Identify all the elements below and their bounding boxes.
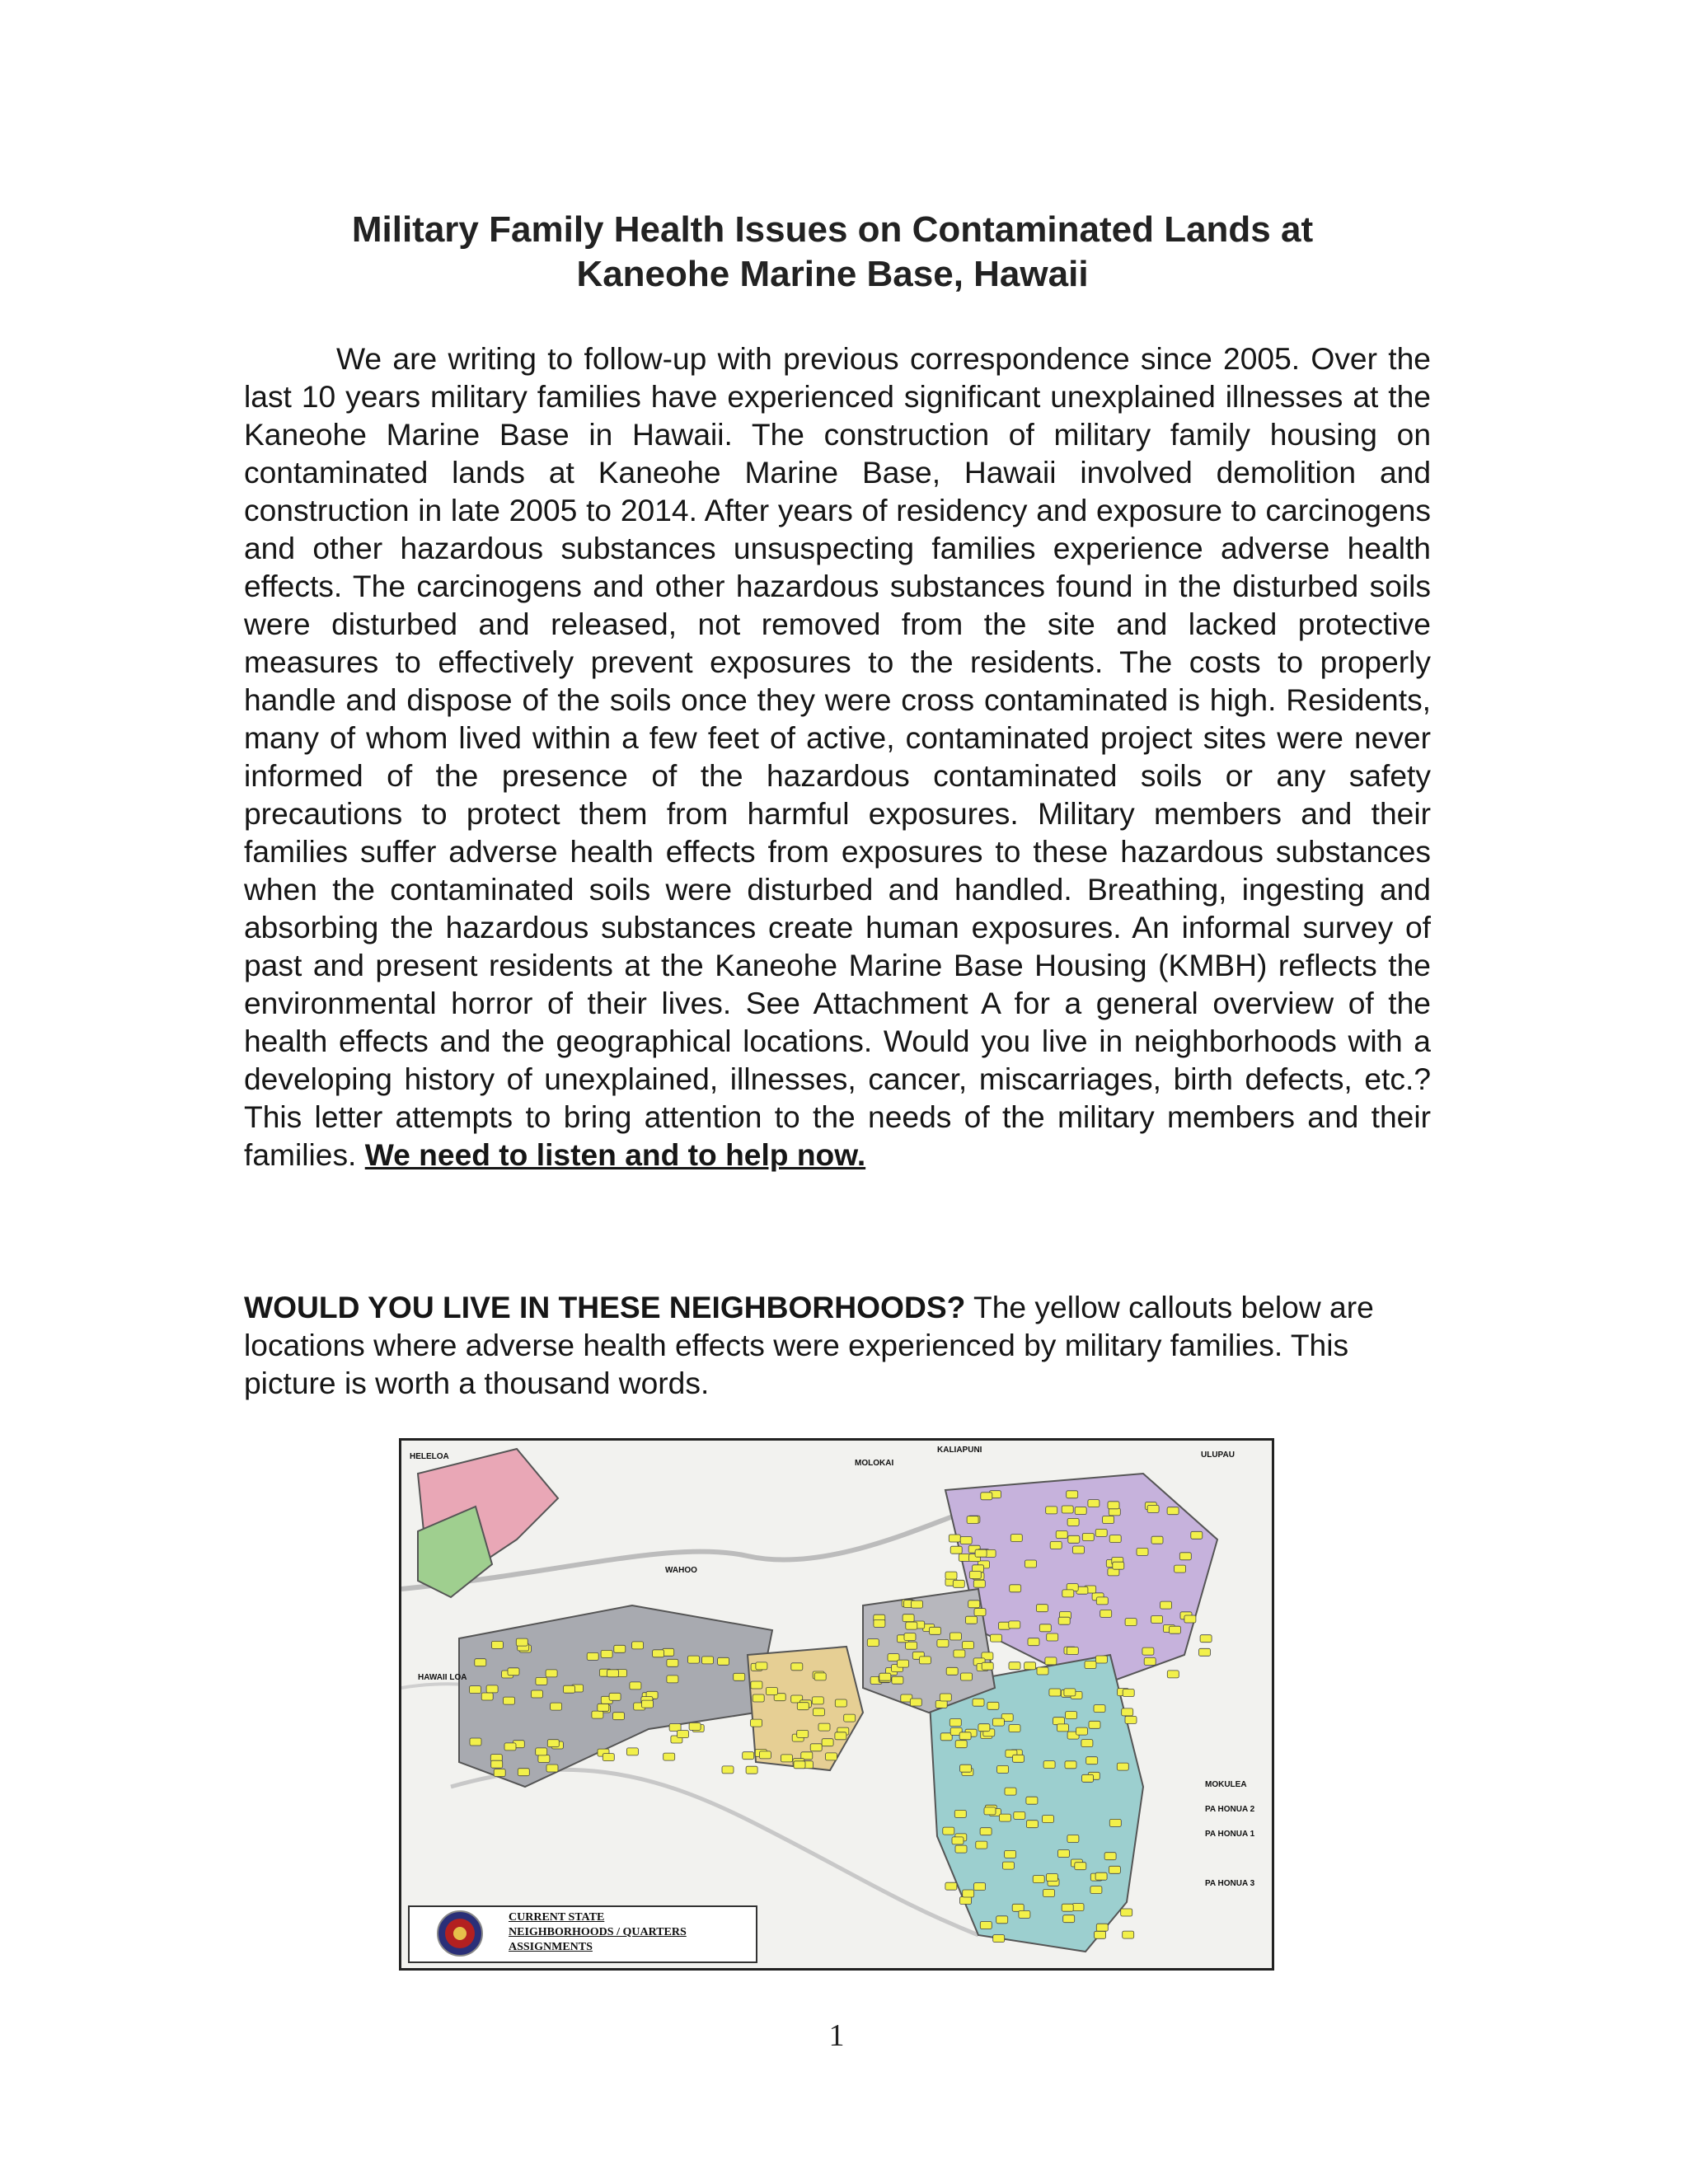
health-callout [508, 1668, 519, 1675]
health-callout [722, 1766, 734, 1774]
health-callout [1067, 1518, 1079, 1526]
health-callout [937, 1639, 949, 1647]
health-callout [1010, 1585, 1021, 1592]
health-callout [940, 1694, 951, 1701]
health-callout [1050, 1541, 1062, 1549]
map-label-heleloa: HELELOA [410, 1452, 449, 1461]
health-callout [1109, 1819, 1121, 1826]
health-callout [953, 1580, 964, 1587]
health-callout [1025, 1560, 1037, 1568]
health-callout [532, 1690, 543, 1698]
health-callout [826, 1753, 837, 1760]
health-callout [993, 1935, 1005, 1943]
health-callout [943, 1827, 954, 1835]
health-callout [976, 1841, 987, 1849]
health-callout [984, 1807, 996, 1815]
health-callout [1037, 1667, 1048, 1675]
health-callout [967, 1516, 978, 1524]
health-callout [642, 1700, 654, 1708]
health-callout [1067, 1491, 1078, 1498]
health-callout [1184, 1615, 1196, 1623]
health-callout [892, 1676, 903, 1684]
health-callout [814, 1673, 826, 1680]
health-callout [1062, 1590, 1074, 1597]
health-callout [960, 1537, 972, 1544]
health-callout [1056, 1531, 1067, 1539]
health-callout [966, 1616, 978, 1624]
health-callout [688, 1656, 700, 1663]
health-callout [949, 1535, 960, 1542]
health-callout [1095, 1931, 1106, 1938]
paragraph-text: We are writing to follow-up with previous correspondence since 2005. Over the last 10 years military families have experienced significant unexplained illnesses at the Kaneohe Marine Base in Hawaii. The construction of military family housing on contaminated lands at Kaneohe Marine Base, Hawaii involved demolition and construction in late 2005 to 2014. After years of residency and exposure to carcinogens and other hazardous substances unsuspecting families experience adverse health effects. The carcinogens and other hazardous substances found in the disturbed soils were disturbed and released, not removed from the site and lacked protective measures to effectively prevent exposures to the residents. The costs to properly handle and dispose of the soils once they were cross contaminated is high. Residents, many of whom lived within a few feet of active, contaminated project sites were never informed of the presence of the hazardous contaminated soils or any safety precautions to protect them from harmful exposures. Military members and their families suffer adverse health effects from exposures to these hazardous substances when the contaminated soils were disturbed and handled. Breathing, ingesting and absorbing the hazardous substances create human exposures. An informal survey of past and present residents at the Kaneohe Marine Base Housing (KMBH) reflects the environmental horror of their lives. See Attachment A for a general overview of the health effects and the geographical locations. Would you live in neighborhoods with a developing history of unexplained, illnesses, cancer, miscarriages, birth defects, etc.? This letter attempts to bring attention to the needs of the military members and their families. [244, 341, 1431, 1172]
map-label-pahonua-3: PA HONUA 3 [1205, 1879, 1255, 1888]
health-callout [1036, 1605, 1048, 1612]
health-callout [1013, 1755, 1025, 1762]
health-callout [968, 1601, 980, 1608]
map-label-pahonua-2: PA HONUA 2 [1205, 1805, 1255, 1814]
health-callout [1012, 1904, 1024, 1911]
health-callout [1082, 1774, 1094, 1782]
health-callout [1025, 1662, 1036, 1670]
health-callout [812, 1697, 823, 1704]
health-callout [743, 1752, 754, 1760]
health-callout [810, 1744, 822, 1751]
health-callout [504, 1743, 516, 1750]
health-callout [818, 1723, 830, 1731]
health-callout [718, 1657, 729, 1665]
health-callout [551, 1703, 562, 1710]
health-callout [609, 1693, 621, 1700]
health-callout [930, 1627, 941, 1634]
health-callout [607, 1670, 619, 1677]
health-callout [879, 1673, 891, 1680]
health-callout [1053, 1718, 1065, 1725]
health-callout [1089, 1721, 1100, 1728]
health-callout [874, 1619, 885, 1627]
health-callout [538, 1755, 550, 1763]
health-callout [1046, 1874, 1057, 1882]
health-callout [1047, 1633, 1058, 1641]
health-callout [630, 1682, 641, 1690]
health-callout [952, 1837, 964, 1844]
health-callout [1081, 1740, 1093, 1747]
health-callout [946, 1667, 958, 1675]
question-paragraph [244, 1288, 1431, 1402]
health-callout [1095, 1872, 1107, 1880]
health-callout [626, 1748, 638, 1755]
health-callout [470, 1738, 481, 1746]
health-callout [491, 1641, 503, 1648]
health-callout [667, 1675, 678, 1683]
health-callout [494, 1769, 505, 1777]
health-callout [1088, 1500, 1100, 1507]
map-label-hawaiiloa: HAWAII LOA [418, 1673, 467, 1682]
map-caption [408, 1905, 757, 1963]
health-callout [791, 1663, 803, 1671]
caption-line-1: CURRENT STATE [509, 1911, 605, 1924]
health-callout [1109, 1535, 1121, 1543]
health-callout [504, 1697, 515, 1704]
health-callout [950, 1633, 961, 1640]
health-callout [1123, 1690, 1134, 1697]
call-to-action: We need to listen and to help now. [364, 1137, 866, 1172]
health-callout [781, 1755, 793, 1762]
health-callout [546, 1670, 557, 1677]
health-callout [613, 1713, 625, 1720]
health-callout [794, 1761, 805, 1769]
health-callout [797, 1703, 809, 1710]
health-callout [1117, 1763, 1128, 1770]
health-callout [959, 1732, 971, 1740]
health-callout [906, 1622, 917, 1629]
health-callout [1005, 1850, 1016, 1858]
health-callout [797, 1730, 809, 1737]
health-callout [906, 1642, 917, 1649]
health-callout [759, 1751, 771, 1759]
health-callout [751, 1681, 762, 1689]
health-callout [1075, 1507, 1086, 1515]
health-callout [486, 1685, 498, 1693]
health-callout [950, 1719, 961, 1727]
health-callout [1103, 1516, 1114, 1524]
health-callout [669, 1724, 681, 1732]
health-callout [481, 1693, 493, 1700]
health-callout [981, 1493, 992, 1500]
health-callout [1085, 1661, 1096, 1669]
health-callout [587, 1652, 598, 1660]
health-callout [1049, 1689, 1061, 1696]
health-callout [1067, 1647, 1078, 1655]
health-callout [1113, 1562, 1124, 1569]
question-heading: WOULD YOU LIVE IN THESE NEIGHBORHOODS? [244, 1290, 966, 1324]
health-callout [1199, 1648, 1211, 1656]
health-callout [663, 1753, 675, 1760]
health-callout [1009, 1621, 1020, 1629]
health-callout [1142, 1647, 1154, 1655]
health-callout [547, 1740, 559, 1747]
health-callout [955, 1845, 967, 1853]
health-callout [903, 1615, 914, 1622]
health-callout [667, 1659, 678, 1666]
health-callout [978, 1724, 990, 1732]
health-callout [980, 1828, 992, 1835]
health-callout [1072, 1904, 1084, 1911]
health-callout [835, 1732, 846, 1740]
health-callout [973, 1699, 984, 1706]
health-callout [1062, 1904, 1073, 1911]
health-callout [987, 1702, 999, 1709]
health-callout [1073, 1546, 1085, 1554]
health-callout [1096, 1597, 1108, 1605]
health-callout [1191, 1531, 1203, 1539]
health-callout [1045, 1657, 1057, 1665]
question-text: The yellow callouts below are locations where adverse health effects were experienced by military families. This picture is worth a thousand words. [244, 1290, 1374, 1400]
health-callout [945, 1882, 957, 1890]
health-callout [999, 1814, 1010, 1821]
health-callout [1122, 1708, 1133, 1716]
health-callout [961, 1673, 973, 1680]
health-callout [975, 1549, 987, 1557]
health-callout [935, 1700, 947, 1708]
health-callout [1063, 1915, 1075, 1923]
health-callout [1062, 1506, 1073, 1513]
health-callout [734, 1673, 745, 1680]
health-callout [867, 1639, 879, 1647]
health-callout [1026, 1821, 1038, 1828]
health-callout [1043, 1816, 1054, 1823]
health-callout [1167, 1671, 1179, 1678]
health-callout [1002, 1862, 1014, 1869]
health-callout [980, 1922, 992, 1929]
health-callout [1160, 1601, 1172, 1609]
health-callout [1109, 1508, 1120, 1516]
health-callout [1010, 1535, 1022, 1542]
health-callout [1026, 1797, 1038, 1804]
health-callout [1033, 1876, 1044, 1883]
page-number: 1 [828, 2018, 845, 2053]
health-callout [702, 1657, 714, 1664]
health-callout [1028, 1638, 1039, 1646]
map-label-pahonua-1: PA HONUA 1 [1205, 1830, 1255, 1839]
health-callout [1019, 1910, 1030, 1918]
health-callout [751, 1719, 762, 1727]
title-line-2: Kaneohe Marine Base, Hawaii [576, 254, 1089, 294]
health-callout [910, 1699, 921, 1706]
health-callout [992, 1718, 1004, 1726]
health-callout [470, 1686, 481, 1694]
health-callout [1144, 1657, 1156, 1665]
seal-icon [423, 1909, 497, 1958]
health-callout [990, 1634, 1001, 1642]
health-callout [822, 1739, 833, 1746]
health-callout [614, 1645, 626, 1652]
health-callout [689, 1722, 701, 1730]
health-callout [518, 1769, 529, 1776]
health-callout [1039, 1624, 1051, 1632]
health-callout [1082, 1534, 1094, 1541]
health-callout [1057, 1724, 1069, 1732]
health-callout [516, 1638, 528, 1646]
health-callout [997, 1765, 1009, 1773]
health-callout [1058, 1617, 1070, 1624]
health-callout [766, 1688, 777, 1695]
health-callout [756, 1662, 767, 1670]
health-callout [1108, 1502, 1119, 1509]
health-callout [1086, 1757, 1098, 1765]
health-callout [945, 1572, 957, 1579]
health-callout [1090, 1886, 1102, 1894]
health-callout [996, 1916, 1008, 1924]
health-callout [1068, 1535, 1080, 1543]
health-callout [912, 1601, 923, 1608]
caption-line-2: NEIGHBORHOODS / QUARTERS ASSIGNMENTS [509, 1926, 687, 1953]
health-callout [653, 1650, 664, 1657]
health-callout [1058, 1850, 1070, 1858]
map-caption-text [509, 1910, 756, 1955]
health-callout [1121, 1909, 1132, 1916]
health-callout [1066, 1712, 1077, 1719]
health-callout [1151, 1616, 1163, 1624]
health-callout [1076, 1727, 1088, 1735]
map-label-molokai: MOLOKAI [855, 1459, 894, 1468]
health-callout [973, 1580, 985, 1587]
health-callout [844, 1714, 856, 1722]
health-callout [963, 1890, 974, 1897]
health-callout [753, 1694, 764, 1702]
health-callout [1096, 1924, 1108, 1931]
map-label-wahoo: WAHOO [665, 1566, 697, 1575]
health-callout [960, 1765, 972, 1772]
health-callout [491, 1760, 503, 1768]
body-paragraph [244, 340, 1431, 1174]
health-callout [1100, 1610, 1112, 1617]
map-graphic [401, 1441, 1272, 1968]
health-callout [1123, 1931, 1134, 1938]
health-callout [1095, 1656, 1107, 1663]
health-callout [962, 1642, 973, 1649]
health-callout [960, 1897, 972, 1905]
health-callout [1064, 1689, 1076, 1696]
health-callout [1094, 1705, 1105, 1713]
health-callout [835, 1699, 846, 1707]
health-callout [1170, 1626, 1181, 1633]
map-label-kaliapuni: KALIAPUNI [937, 1446, 982, 1455]
health-callout [919, 1657, 931, 1664]
health-callout [1067, 1835, 1079, 1843]
health-callout [564, 1685, 575, 1693]
health-callout [954, 1650, 965, 1657]
health-callout [950, 1546, 962, 1554]
health-callout [898, 1660, 909, 1667]
map-label-ulupau: ULUPAU [1201, 1451, 1235, 1460]
health-callout [1005, 1788, 1016, 1795]
document-title [239, 208, 1426, 297]
health-callout [813, 1708, 824, 1716]
health-callout [1179, 1553, 1191, 1560]
health-callout [603, 1754, 614, 1761]
health-callout [1043, 1890, 1055, 1897]
health-callout [1137, 1548, 1148, 1555]
health-callout [1009, 1725, 1020, 1732]
health-callout [536, 1748, 547, 1755]
health-callout [746, 1766, 757, 1774]
title-line-1: Military Family Health Issues on Contaminated Lands at [351, 209, 1314, 250]
health-callout [592, 1711, 603, 1718]
health-callout [1151, 1536, 1163, 1544]
health-callout [1125, 1619, 1137, 1626]
map-label-mokulea: MOKULEA [1205, 1780, 1247, 1789]
health-callout [678, 1731, 689, 1738]
health-callout [974, 1609, 986, 1616]
health-callout [598, 1704, 609, 1711]
health-callout [1147, 1505, 1159, 1512]
health-callout [1175, 1565, 1186, 1572]
health-callout [1009, 1662, 1020, 1670]
health-callout [904, 1633, 916, 1641]
health-callout [1014, 1811, 1025, 1819]
health-callout [969, 1571, 981, 1578]
health-callout [475, 1659, 486, 1666]
health-callout [974, 1883, 986, 1891]
health-callout [1065, 1761, 1076, 1769]
health-callout [1104, 1853, 1116, 1860]
neighborhood-map [399, 1438, 1274, 1971]
health-callout [632, 1642, 644, 1649]
health-callout [1095, 1529, 1107, 1536]
health-callout [601, 1650, 612, 1657]
health-callout [1043, 1761, 1055, 1769]
health-callout [954, 1810, 966, 1817]
health-callout [1125, 1716, 1137, 1723]
health-callout [1200, 1635, 1212, 1643]
health-callout [536, 1677, 547, 1685]
health-callout [546, 1765, 558, 1772]
health-callout [1075, 1863, 1086, 1870]
health-callout [1046, 1507, 1057, 1514]
health-callout [955, 1741, 967, 1748]
health-callout [1109, 1866, 1120, 1873]
health-callout [1167, 1507, 1179, 1515]
health-callout [982, 1662, 993, 1670]
